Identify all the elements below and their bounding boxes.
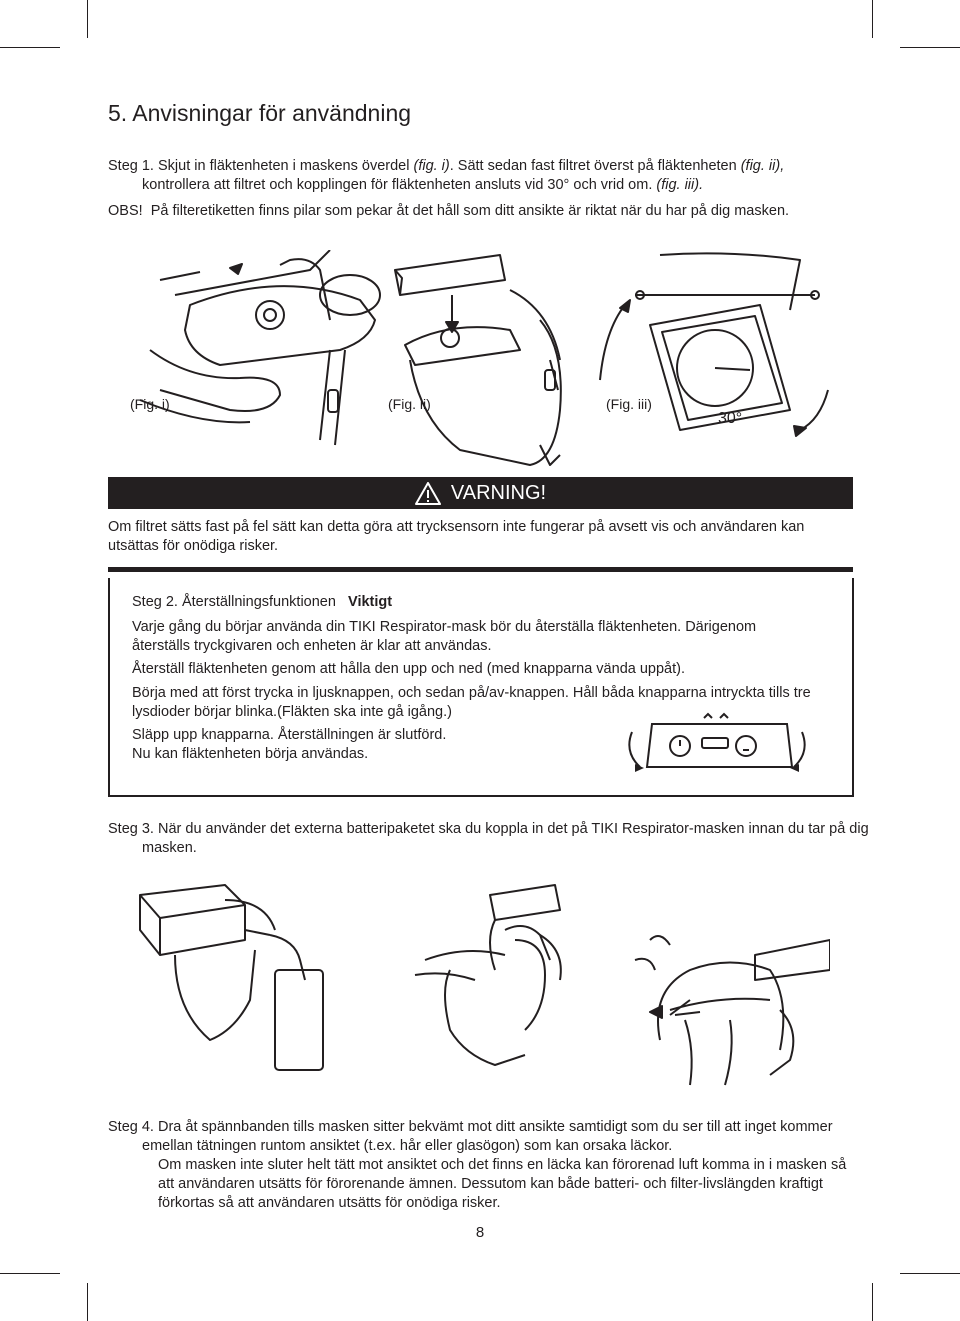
- important-badge: Viktigt: [348, 594, 393, 610]
- step1-lead: Steg 1.: [108, 158, 154, 174]
- step1-line2-text: kontrollera att filtret och kopplingen för fläktenheten ansluts vid 30° och vrid om.: [142, 177, 657, 193]
- crop-mark: [87, 0, 88, 38]
- section-rule: [108, 567, 853, 572]
- step2-para3: Börja med att först trycka in ljusknappen, och sedan på/av-knappen. Håll båda knapparna intryckta tills tre lysdioder börjar blinka.(Fläkten ska inte gå igång.): [132, 685, 811, 720]
- putting-on-mask-illustration: [395, 880, 585, 1080]
- fig-ref: (fig. iii).: [656, 177, 704, 193]
- step4-para1: [108, 1118, 853, 1156]
- step2-title-line: [132, 593, 812, 612]
- step2-para4b: Nu kan fläktenheten börja användas.: [132, 746, 369, 762]
- fig-ref: (fig. ii),: [740, 158, 785, 174]
- fig-ii-label: (Fig. ii): [388, 396, 431, 412]
- warning-label: VARNING!: [450, 481, 547, 504]
- obs-text: På filteretiketten finns pilar som pekar åt det håll som ditt ansikte är riktat när du har på dig masken.: [150, 203, 790, 219]
- fig-iii-label: (Fig. iii): [606, 396, 652, 412]
- step4-text: [108, 1118, 853, 1213]
- crop-mark: [872, 1283, 873, 1321]
- obs-note: [108, 202, 853, 221]
- fig-i-label: (Fig. i): [130, 396, 170, 412]
- step2-para4a: Släpp upp knapparna. Återställningen är slutförd.: [132, 727, 447, 743]
- step1-line2: [108, 176, 853, 195]
- crop-mark: [900, 1273, 960, 1274]
- battery-connection-illustration: [135, 880, 335, 1080]
- fig-ref: (fig. i): [413, 158, 450, 174]
- step1-text-a: Skjut in fläktenheten i maskens överdel: [157, 158, 414, 174]
- figure-i-illustration: [130, 250, 390, 450]
- crop-mark: [87, 1283, 88, 1321]
- crop-mark: [872, 0, 873, 38]
- figure-iii-illustration: [590, 250, 830, 460]
- step4-lead: Steg 4.: [108, 1119, 154, 1135]
- warning-text: Om filtret sätts fast på fel sätt kan detta göra att trycksensorn inte fungerar på avsett vis och användaren kan utsättas för onödiga risker.: [108, 519, 805, 554]
- crop-mark: [0, 47, 60, 48]
- warning-triangle-icon: [415, 482, 441, 505]
- crop-mark: [0, 1273, 60, 1274]
- step4-body: Dra åt spännbanden tills masken sitter bekvämt mot ditt ansikte samtidigt som du ser till att inget kommer emellan tätningen runtom ansiktet (t.ex. hår eller glasögon) som kan orsaka läckor.: [142, 1119, 833, 1154]
- step3-text: [108, 820, 887, 858]
- angle-label: 30°: [718, 410, 743, 427]
- section-heading: 5. Anvisningar för användning: [108, 100, 412, 126]
- obs-lead: OBS!: [108, 203, 143, 219]
- step1-line: [108, 157, 853, 176]
- step1-text: [108, 157, 853, 221]
- step1-text-b: . Sätt sedan fast filtret överst på fläktenheten: [449, 158, 741, 174]
- reset-buttons-illustration: [622, 712, 812, 782]
- step2-para1: Varje gång du börjar använda din TIKI Respirator-mask bör du återställa fläktenheten. Därigenom återställs tryckgivaren och enheten är klar att användas.: [132, 619, 757, 654]
- step3-lead: Steg 3.: [108, 821, 154, 837]
- step4-para2: Om masken inte sluter helt tätt mot ansiktet och det finns en läcka kan förorenad luft komma in i masken så att användaren utsätts för förorenande ämnen. Dessutom kan både batteri- och filter-livslängden kraftigt förkortas så att användaren utsätts för onödiga risker.: [158, 1157, 847, 1211]
- warning-banner: [108, 477, 853, 509]
- tightening-straps-illustration: [630, 900, 830, 1090]
- figure-ii-illustration: [390, 250, 590, 470]
- page-number: 8: [475, 1224, 485, 1241]
- step2-para2: Återställ fläktenheten genom att hålla den upp och ned (med knapparna vända uppåt).: [132, 661, 685, 677]
- crop-mark: [900, 47, 960, 48]
- step2-title: Steg 2. Återställningsfunktionen: [132, 594, 336, 610]
- step3-body: När du använder det externa batteripaketet ska du koppla in det på TIKI Respirator-masken innan du tar på dig masken.: [142, 821, 869, 856]
